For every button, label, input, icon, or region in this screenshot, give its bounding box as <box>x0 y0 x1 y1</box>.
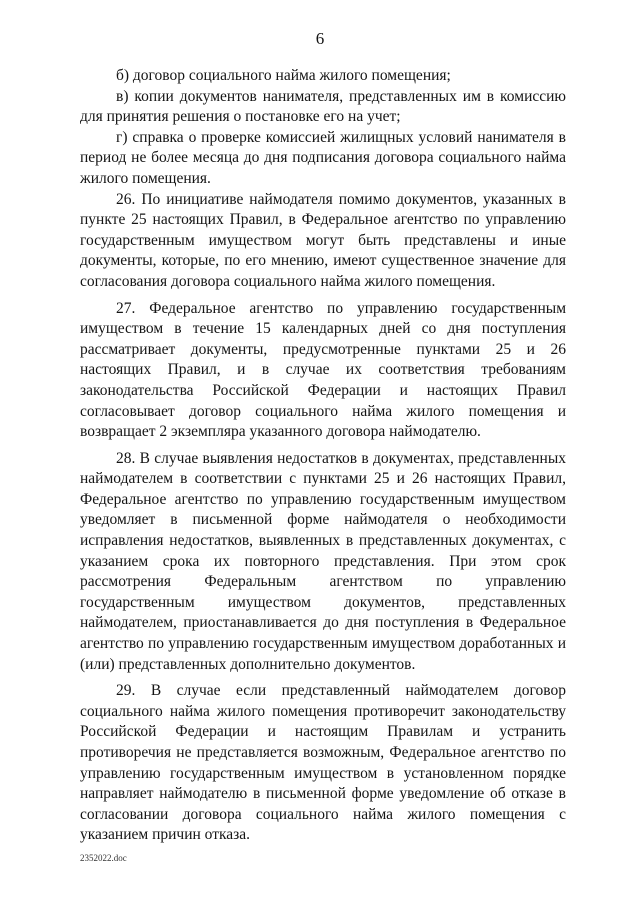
paragraph-27: 27. Федеральное агентство по управлению государственным имуществом в течение 15 календарных дней со дня поступления рассматривает документы, предусмотренные пунктами 25 и 26 настоящих Правил, и в случае их соответствия требованиям законодательства Российской Федерации и настоящих Правил согласовывает договор социального найма жилого помещения и возвращает 2 экземпляра указанного договора наймодателю. <box>80 299 566 441</box>
footer-filename: 2352022.doc <box>80 853 127 863</box>
paragraph-item-g: г) справка о проверке комиссией жилищных условий нанимателя в период не более месяца до дня подписания договора социального найма жилого помещения. <box>80 128 566 187</box>
page-number: 6 <box>315 29 325 48</box>
document-body <box>80 66 566 852</box>
paragraph-29: 29. В случае если представленный наймодателем договор социального найма жилого помещения противоречит законодательству Российской Федерации и настоящим Правилам и устранить противоречия не представляется возможным, Федеральное агентство по управлению государственным имуществом в установленном порядке направляет наймодателю в письменной форме уведомление об отказе в согласовании договора социального найма жилого помещения с указанием причин отказа. <box>80 682 566 844</box>
paragraph-28: 28. В случае выявления недостатков в документах, представленных наймодателем в соответствии с пунктами 25 и 26 настоящих Правил, Федеральное агентство по управлению государственным имуществом уведомляет в письменной форме наймодателя о необходимости исправления недостатков, выявленных в представленных документах, с указанием срока их повторного представления. При этом срок рассмотрения Федеральным агентством по управлению государственным имуществом документов, представленных наймодателем, приостанавливается до дня поступления в Федеральное агентство по управлению государственным имуществом доработанных и (или) представленных дополнительно документов. <box>80 449 566 673</box>
paragraph-26: 26. По инициативе наймодателя помимо документов, указанных в пункте 25 настоящих Правил, в Федеральное агентство по управлению государственным имуществом могут быть представлены и иные документы, которые, по его мнению, имеют существенное значение для согласования договора социального найма жилого помещения. <box>80 190 566 290</box>
paragraph-item-b: б) договор социального найма жилого помещения; <box>116 67 451 84</box>
paragraph-item-v: в) копии документов нанимателя, представленных им в комиссию для принятия решения о постановке его на учет; <box>80 87 566 126</box>
